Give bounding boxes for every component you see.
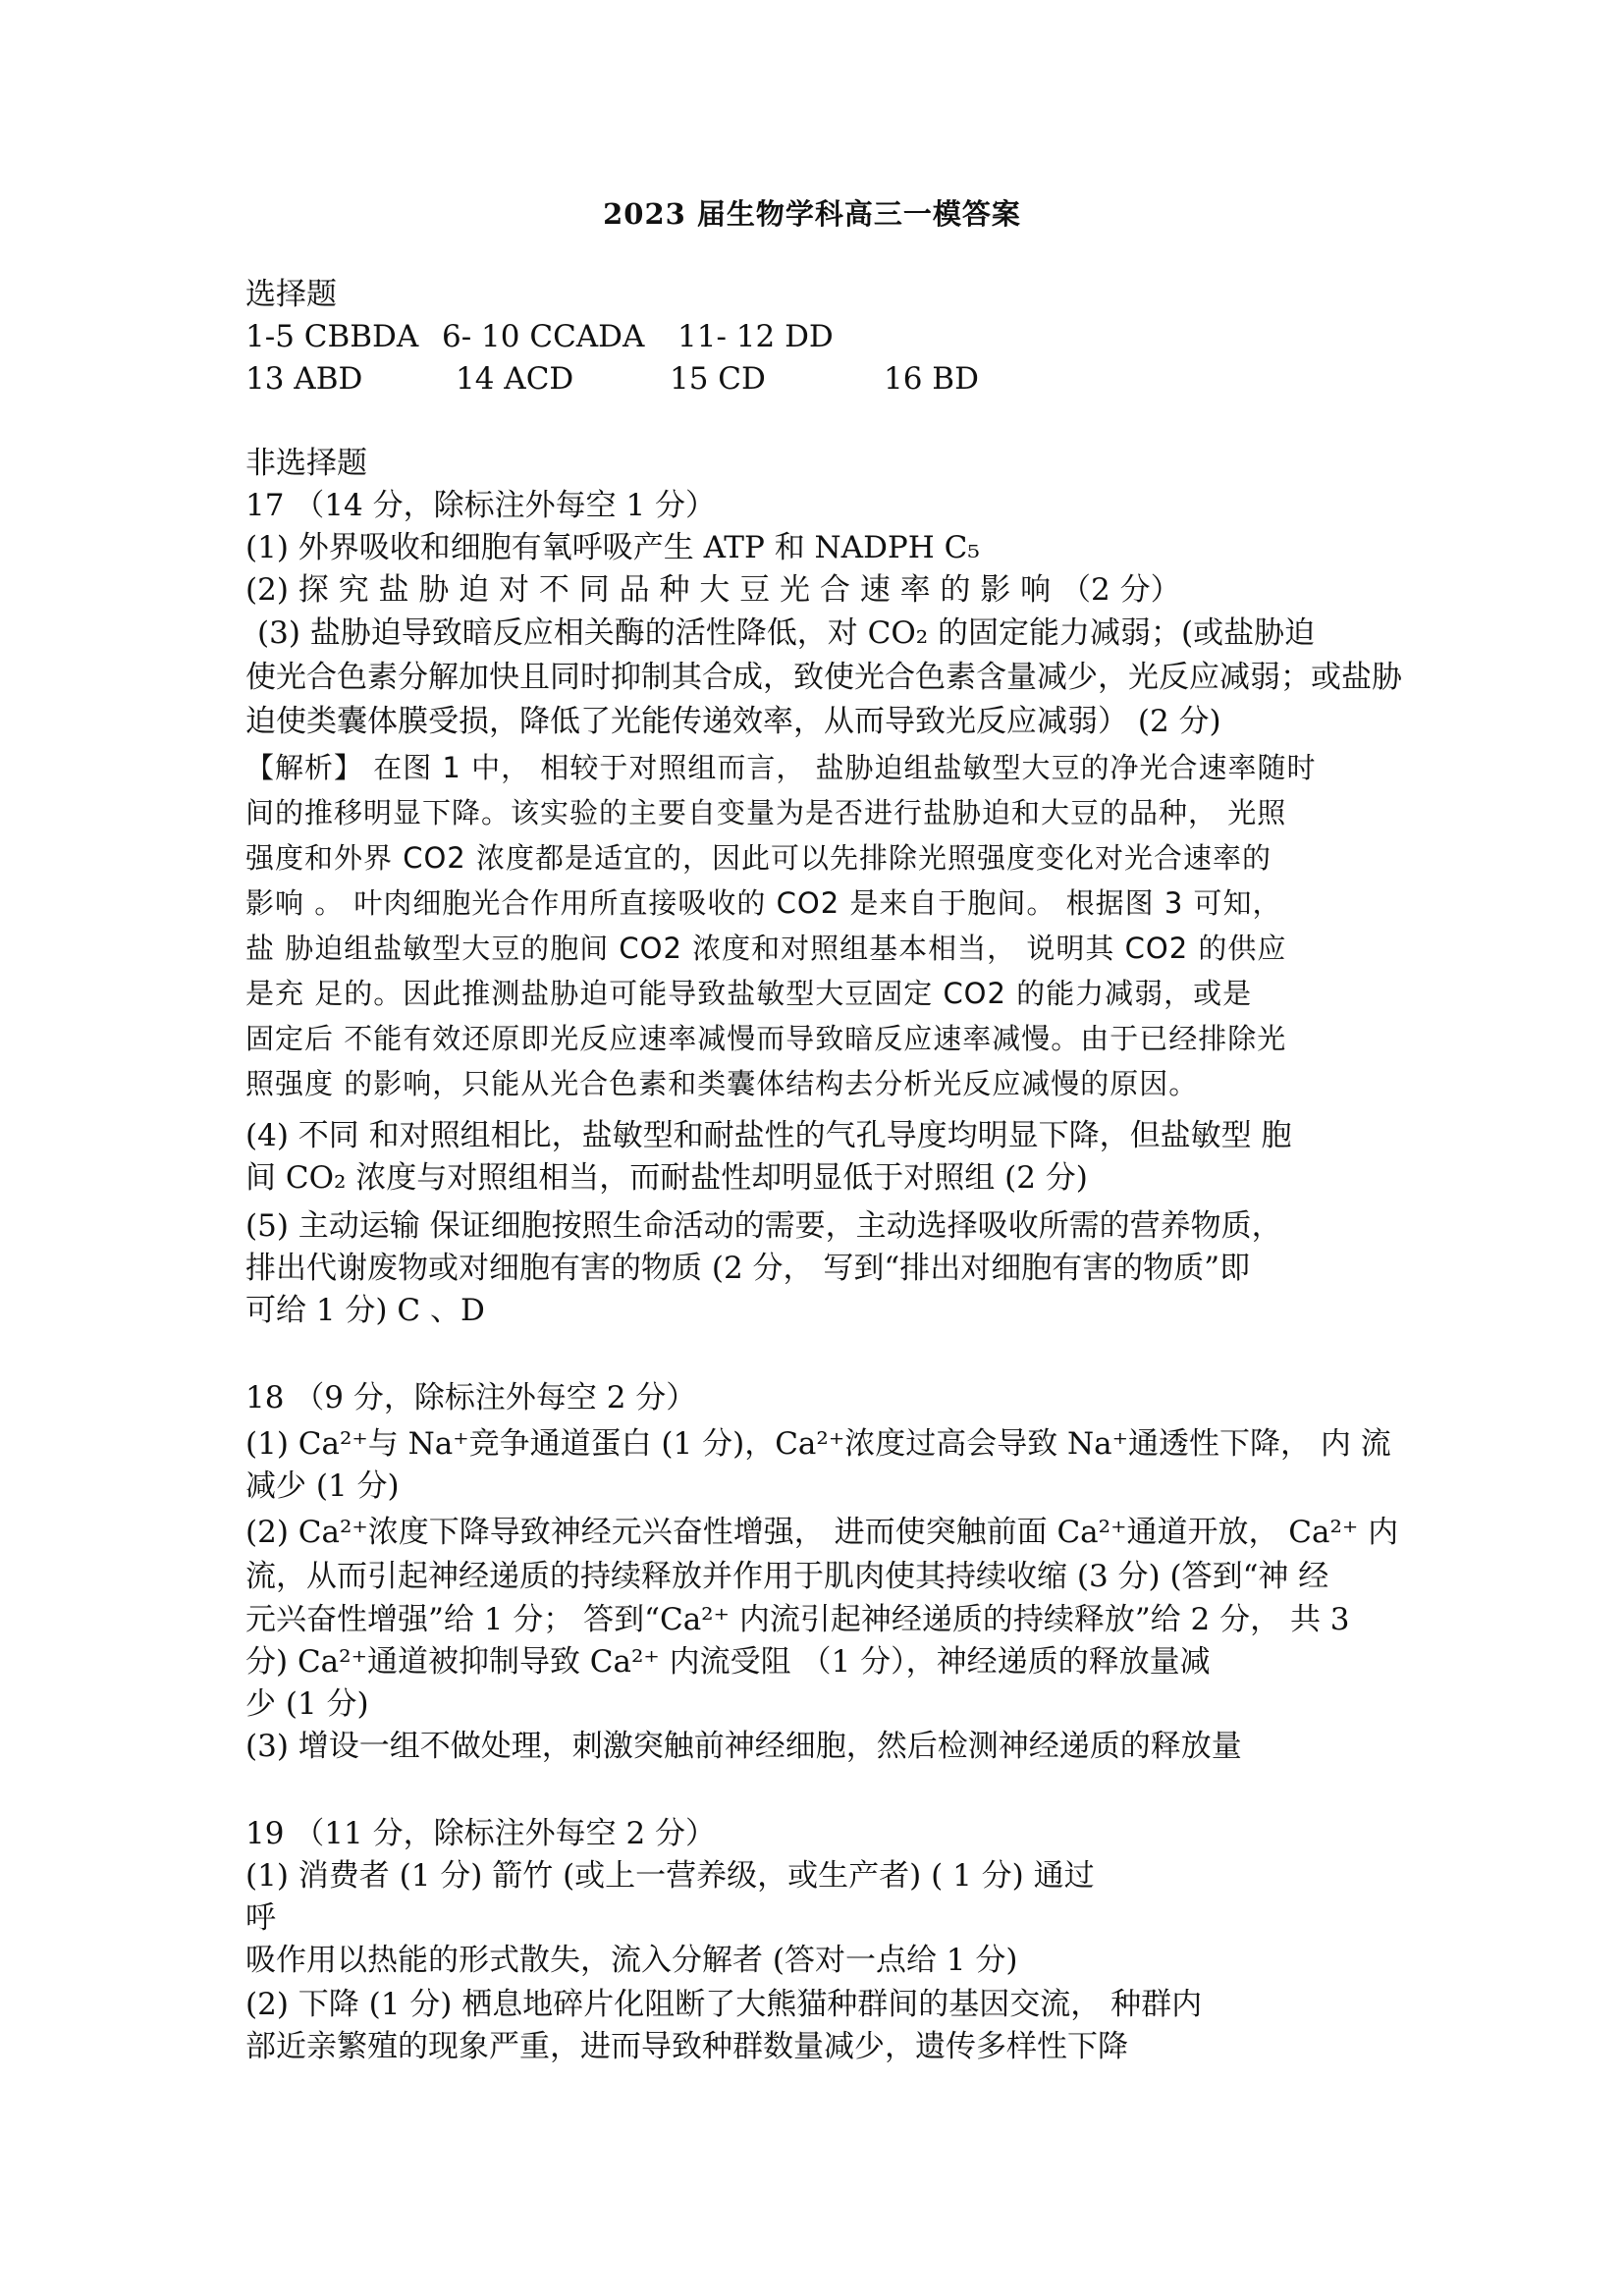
q17-line: 迫使类囊体膜受损，降低了光能传递效率，从而导致光反应减弱） (2 分) <box>245 704 1221 739</box>
q18-line: (1) Ca²⁺与 Na⁺竞争通道蛋白 (1 分)，Ca²⁺浓度过高会导致 Na⁺通透性下降， 内 流 <box>245 1426 1391 1462</box>
q17-analysis-line: 固定后 不能有效还原即光反应速率减慢而导致暗反应速率减慢。由于已经排除光 <box>245 1022 1287 1055</box>
mc-answer: 11- 12 DD <box>677 319 834 354</box>
q17-line: (4) 不同 和对照组相比，盐敏型和耐盐性的气孔导度均明显下降，但盐敏型 胞 <box>245 1118 1292 1153</box>
page-title: 2023 届生物学科高三一模答案 <box>603 197 1021 231</box>
section-heading-non-mc: 非选择题 <box>245 446 367 481</box>
section-heading-mc: 选择题 <box>245 277 337 312</box>
q18-line: 流，从而引起神经递质的持续释放并作用于肌肉使其持续收缩 (3 分) (答到“神 经 <box>245 1559 1329 1594</box>
q18-header: 18 （9 分，除标注外每空 2 分） <box>245 1380 697 1415</box>
q18-line: 元兴奋性增强”给 1 分； 答到“Ca²⁺ 内流引起神经递质的持续释放”给 2 分， 共 3 <box>245 1602 1350 1637</box>
q18-line: (2) Ca²⁺浓度下降导致神经元兴奋性增强， 进而使突触前面 Ca²⁺通道开放， Ca²⁺ 内 <box>245 1515 1399 1550</box>
q17-line: 排出代谢废物或对细胞有害的物质 (2 分， 写到“排出对细胞有害的物质”即 <box>245 1251 1251 1286</box>
q19-line: 部近亲繁殖的现象严重，进而导致种群数量减少，遗传多样性下降 <box>245 2029 1128 2064</box>
q17-line: (1) 外界吸收和细胞有氧呼吸产生 ATP 和 NADPH C₅ <box>245 530 980 565</box>
q17-header: 17 （14 分，除标注外每空 1 分） <box>245 488 717 523</box>
q18-line: 减少 (1 分) <box>245 1468 400 1504</box>
mc-answer: 16 BD <box>884 361 979 397</box>
q17-line: 使光合色素分解加快且同时抑制其合成，致使光合色素含量减少，光反应减弱；或盐胁 <box>245 660 1402 695</box>
mc-answer: 14 ACD <box>456 361 574 397</box>
q17-line: (3) 盐胁迫导致暗反应相关酶的活性降低，对 CO₂ 的固定能力减弱；(或盐胁迫 <box>257 615 1316 651</box>
q17-line: (5) 主动运输 保证细胞按照生命活动的需要，主动选择吸收所需的营养物质， <box>245 1208 1282 1244</box>
q19-line: (2) 下降 (1 分) 栖息地碎片化阻断了大熊猫种群间的基因交流， 种群内 <box>245 1987 1203 2022</box>
q17-analysis-line: 是充 足的。因此推测盐胁迫可能导致盐敏型大豆固定 CO2 的能力减弱，或是 <box>245 977 1253 1010</box>
q17-analysis-line: 影响 。 叶肉细胞光合作用所直接吸收的 CO2 是来自于胞间。 根据图 3 可知， <box>245 886 1282 920</box>
q17-analysis-line: 盐 胁迫组盐敏型大豆的胞间 CO2 浓度和对照组基本相当， 说明其 CO2 的供应 <box>245 932 1287 965</box>
mc-answer: 13 ABD <box>245 361 363 397</box>
q18-line: 少 (1 分) <box>245 1686 369 1722</box>
mc-answer: 1-5 CBBDA <box>245 319 419 354</box>
q19-line: (1) 消费者 (1 分) 箭竹 (或上一营养级，或生产者) ( 1 分) 通过 <box>245 1858 1095 1894</box>
q19-header: 19 （11 分，除标注外每空 2 分） <box>245 1816 717 1851</box>
q19-line: 吸作用以热能的形式散失，流入分解者 (答对一点给 1 分) <box>245 1943 1018 1978</box>
mc-answer: 6- 10 CCADA <box>442 319 645 354</box>
q18-line: (3) 增设一组不做处理，刺激突触前神经细胞，然后检测神经递质的释放量 <box>245 1729 1242 1764</box>
q17-line: 间 CO₂ 浓度与对照组相当，而耐盐性却明显低于对照组 (2 分) <box>245 1160 1088 1196</box>
q19-line: 呼 <box>245 1900 276 1936</box>
q17-line: (2) 探 究 盐 胁 迫 对 不 同 品 种 大 豆 光 合 速 率 的 影 响 （2 分） <box>245 572 1181 608</box>
q17-analysis-line: 强度和外界 CO2 浓度都是适宜的，因此可以先排除光照强度变化对光合速率的 <box>245 841 1272 875</box>
q17-analysis-line: 【解析】 在图 1 中， 相较于对照组而言， 盐胁迫组盐敏型大豆的净光合速率随时 <box>245 751 1317 784</box>
q17-analysis-line: 间的推移明显下降。该实验的主要自变量为是否进行盐胁迫和大豆的品种， 光照 <box>245 796 1287 829</box>
q17-analysis-line: 照强度 的影响，只能从光合色素和类囊体结构去分析光反应减慢的原因。 <box>245 1067 1199 1100</box>
mc-answer: 15 CD <box>670 361 766 397</box>
q17-line: 可给 1 分) C 、D <box>245 1293 485 1328</box>
q18-line: 分) Ca²⁺通道被抑制导致 Ca²⁺ 内流受阻 （1 分），神经递质的释放量减 <box>245 1644 1211 1680</box>
